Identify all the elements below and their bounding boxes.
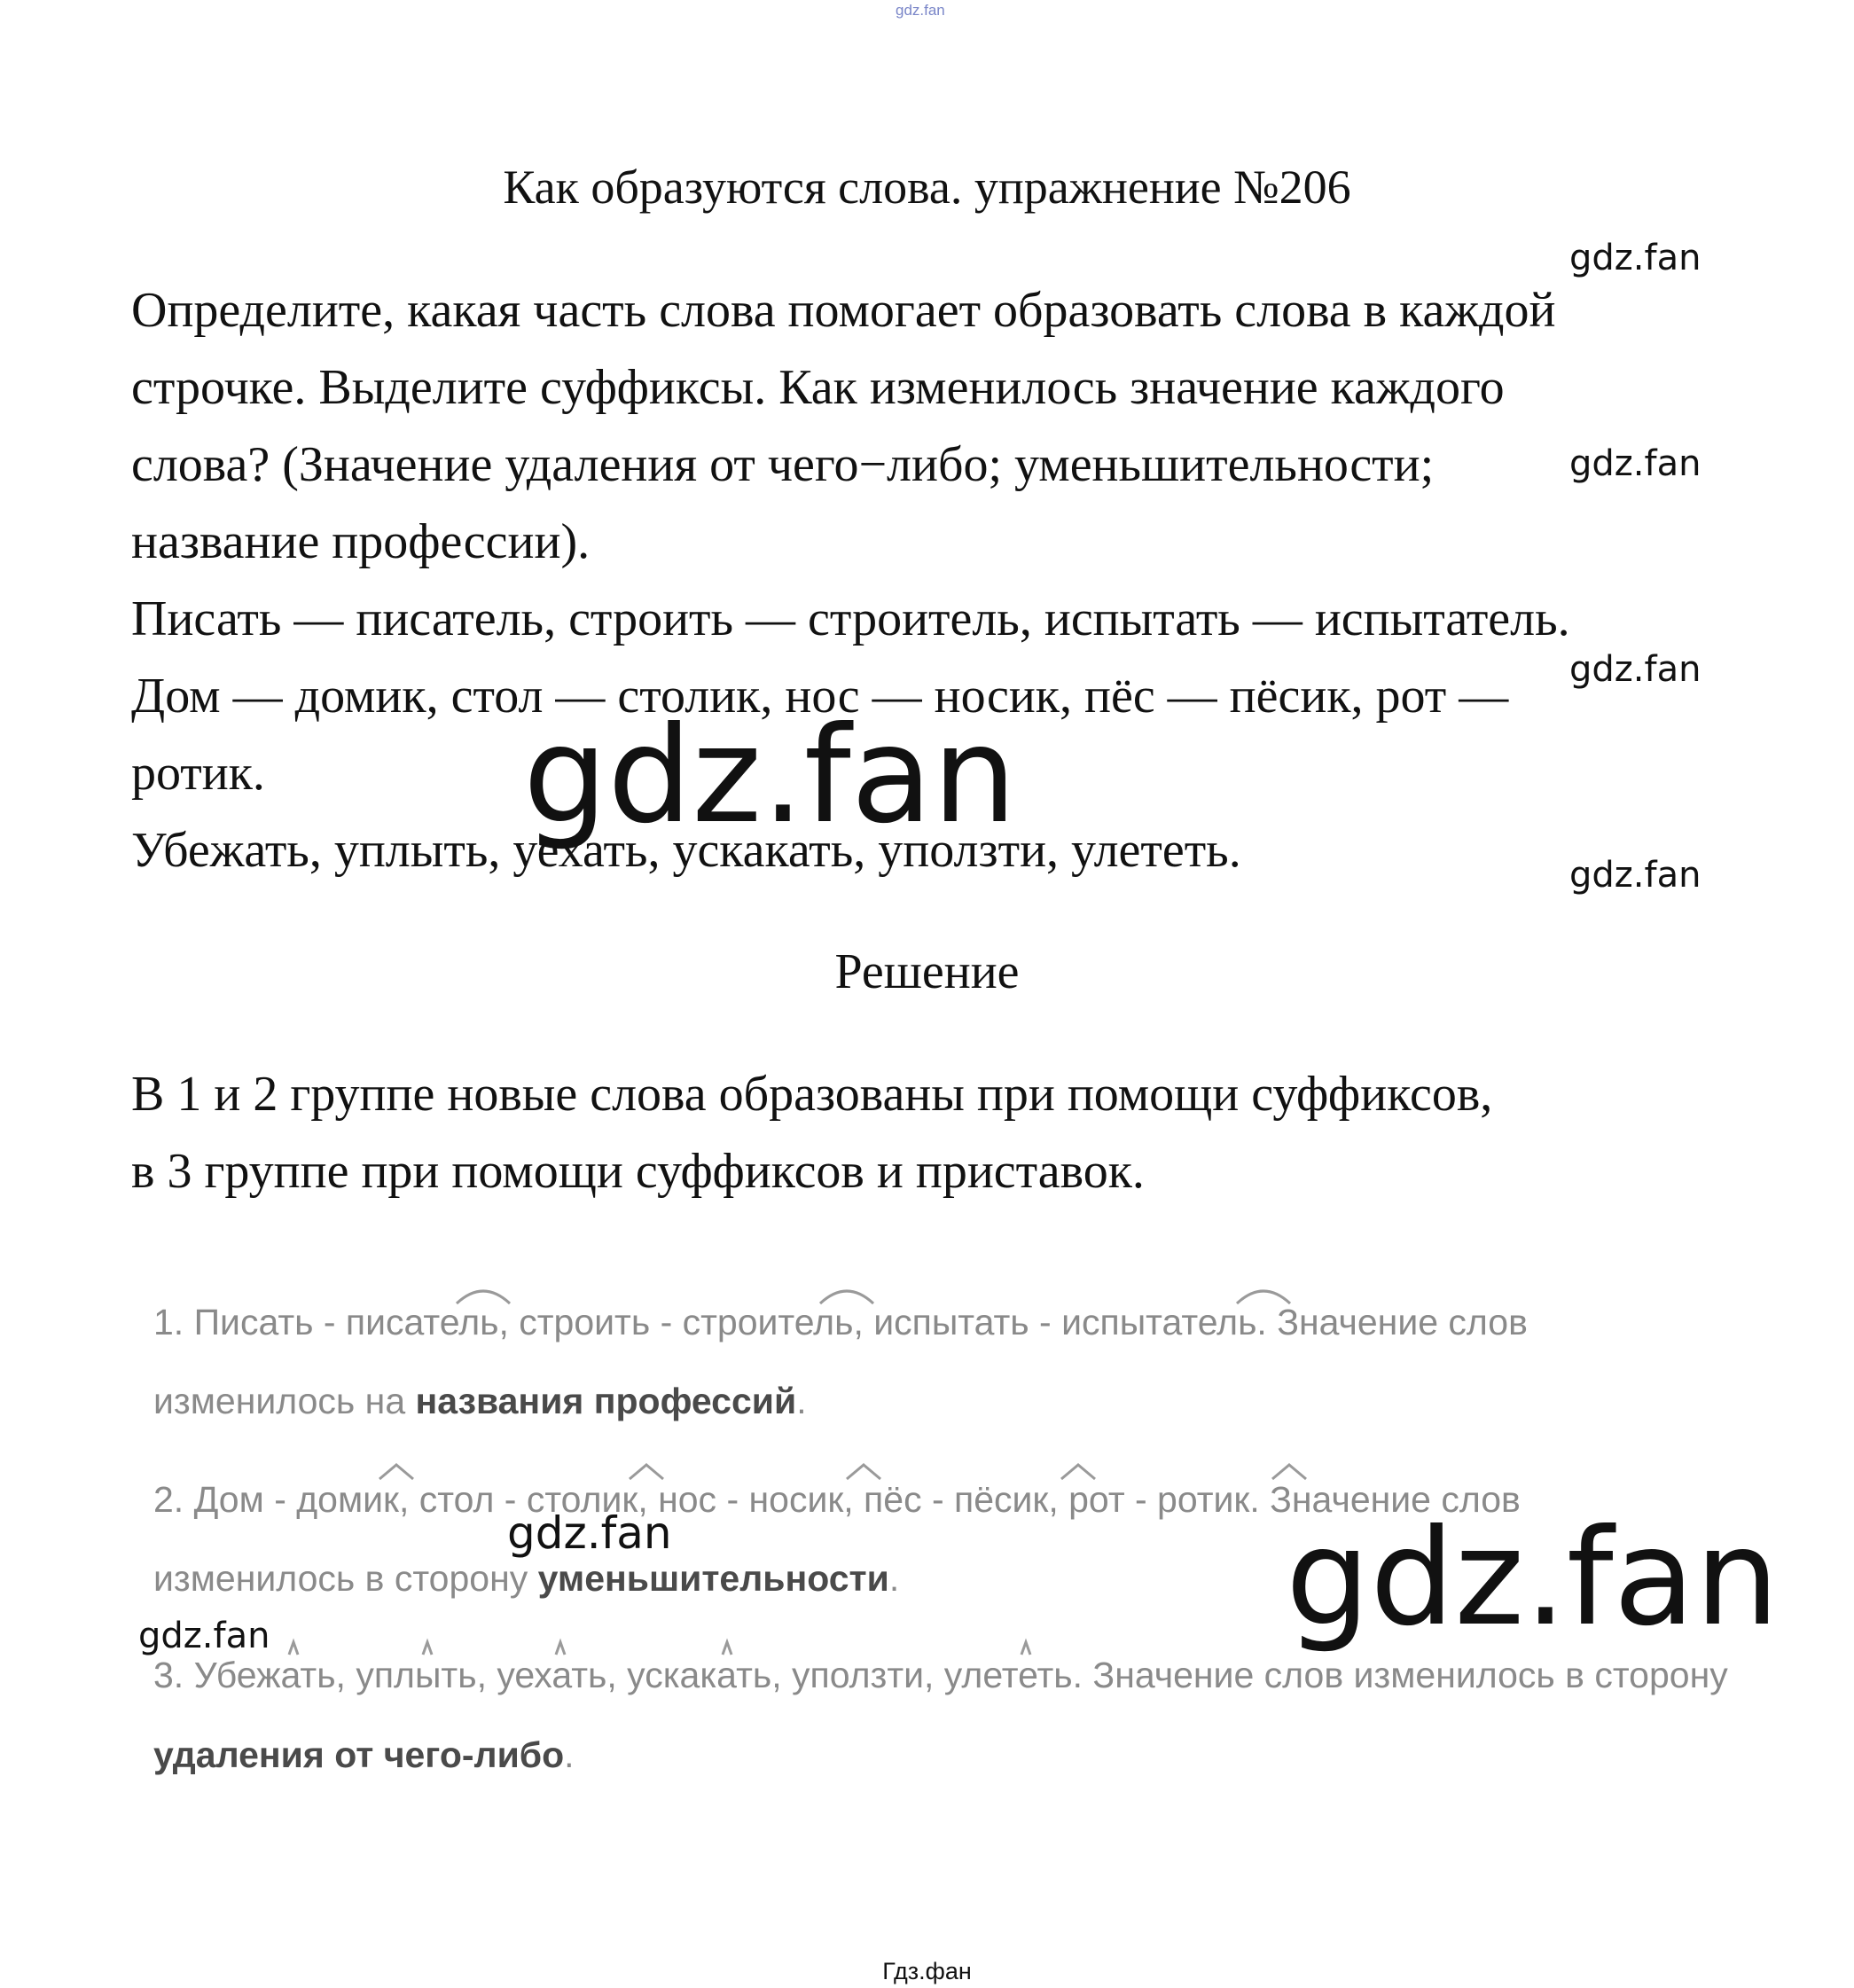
answer-line: в 3 группе при помощи суффиксов и приставок. — [131, 1144, 1145, 1199]
footer-watermark: Гдз.фан — [882, 1958, 972, 1984]
prefix-caret — [289, 1642, 298, 1655]
suffix-caret — [847, 1465, 880, 1479]
task-line: Дом — домик, стол — столик, нос — носик, пёс — пёсик, рот — — [131, 669, 1509, 724]
task-line: слова? (Значение удаления от чего−либо; уменьшительности; — [131, 437, 1435, 492]
prefix-caret — [723, 1642, 731, 1655]
suffix-caret — [379, 1465, 413, 1479]
suffix-caret — [1061, 1465, 1095, 1479]
prefix-caret — [1021, 1642, 1030, 1655]
watermark: gdz.fan — [1569, 238, 1701, 278]
page-title: Как образуются слова. упражнение №206 — [503, 160, 1351, 214]
watermark: gdz.fan — [1569, 855, 1701, 896]
solution-title: Решение — [834, 944, 1020, 999]
prefix-caret — [556, 1642, 565, 1655]
scan-item-2-meaning: изменилось в сторону уменьшительности. — [153, 1558, 900, 1599]
suffix-caret — [1272, 1465, 1306, 1479]
watermark: gdz.fan — [1569, 443, 1701, 484]
watermark-large: gdz.fan — [1286, 1501, 1780, 1655]
watermark: gdz.fan — [138, 1616, 270, 1656]
scan-item-3-meaning: удаления от чего-либо. — [153, 1734, 575, 1775]
watermark: gdz.fan — [507, 1507, 672, 1559]
scan-item-1: 1. Писать - писатель, строить - строитель, испытать - испытатель. Значение слов — [153, 1302, 1528, 1342]
scan-item-1-meaning: изменилось на названия профессий. — [153, 1381, 807, 1421]
scan-item-2: 2. Дом - домик, стол - столик, нос - носик, пёс - пёсик, рот - ротик. Значение слов — [153, 1479, 1521, 1520]
scan-item-3: 3. Убежать, уплыть, уехать, ускакать, уползти, улететь. Значение слов изменилось в сторону — [153, 1655, 1728, 1695]
task-line: строчке. Выделите суффиксы. Как изменилось значение каждого — [131, 360, 1505, 415]
prefix-caret — [423, 1642, 432, 1655]
watermark-large: gdz.fan — [523, 699, 1017, 853]
task-line: Убежать, уплыть, уехать, ускакать, уползти, улететь. — [131, 823, 1241, 878]
task-line: название профессии). — [131, 514, 591, 569]
watermark: gdz.fan — [1569, 649, 1701, 690]
task-line: ротик. — [131, 746, 265, 801]
top-watermark: gdz.fan — [896, 2, 945, 19]
task-line: Определите, какая часть слова помогает образовать слова в каждой — [131, 283, 1556, 338]
answer-line: В 1 и 2 группе новые слова образованы при помощи суффиксов, — [131, 1067, 1493, 1122]
task-line: Писать — писатель, строить — строитель, испытать — испытатель. — [131, 591, 1570, 646]
suffix-caret — [630, 1465, 663, 1479]
